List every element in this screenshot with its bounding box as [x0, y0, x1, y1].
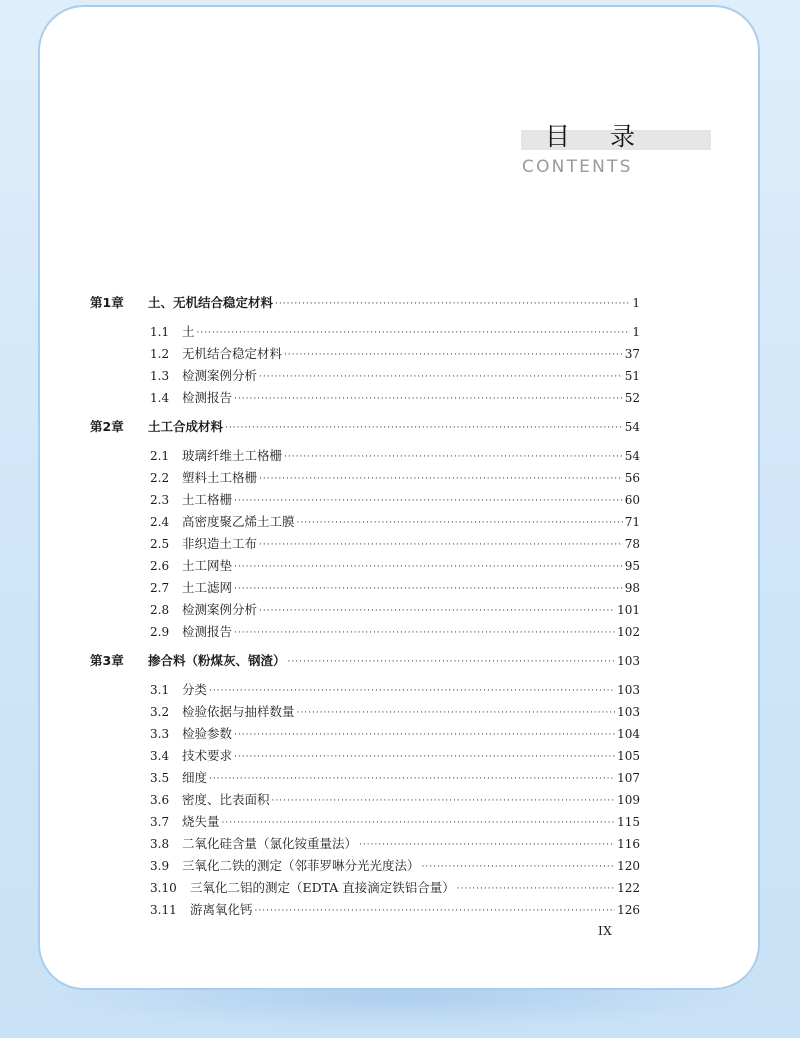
toc-page-number: 37	[624, 347, 640, 361]
toc-page-number: 60	[624, 493, 640, 507]
dot-leader	[359, 834, 615, 856]
section-title: 高密度聚乙烯土工膜	[182, 514, 295, 529]
dot-leader	[197, 322, 631, 344]
chapter-title: 土、无机结合稳定材料	[148, 295, 274, 310]
dot-leader	[272, 790, 616, 812]
toc-chapter-row[interactable]	[90, 650, 640, 672]
section-title: 分类	[182, 682, 208, 697]
section-number: 3.8	[150, 837, 170, 851]
chapter-title: 土工合成材料	[148, 419, 224, 434]
toc-section-row[interactable]	[90, 855, 640, 877]
chapter-title: 掺合料（粉煤灰、钢渣）	[148, 653, 286, 668]
toc-page-number: 103	[617, 654, 640, 668]
chapter-number: 第1章	[90, 295, 124, 310]
section-number: 2.3	[150, 493, 170, 507]
toc-page-number: 116	[617, 837, 640, 851]
toc-page-number: 1	[632, 325, 640, 339]
dot-leader	[209, 680, 615, 702]
section-title: 检验参数	[182, 726, 233, 741]
section-title: 游离氧化钙	[190, 902, 253, 917]
section-title: 密度、比表面积	[182, 792, 270, 807]
toc-page-number: 56	[624, 471, 640, 485]
table-of-contents	[90, 292, 640, 921]
section-number: 3.4	[150, 749, 170, 763]
section-number: 3.2	[150, 705, 170, 719]
section-title: 土工网垫	[182, 558, 233, 573]
toc-page-number: 71	[624, 515, 640, 529]
section-number: 3.11	[150, 903, 177, 917]
section-title: 三氧化二铝的测定（EDTA 直接滴定铁铝合量）	[190, 880, 455, 895]
toc-chapter-row[interactable]	[90, 416, 640, 438]
section-number: 2.2	[150, 471, 170, 485]
section-title: 技术要求	[182, 748, 233, 763]
dot-leader	[284, 344, 623, 366]
dot-leader	[209, 768, 615, 790]
section-number: 3.10	[150, 881, 177, 895]
section-title: 检测报告	[182, 390, 233, 405]
toc-section-row[interactable]	[90, 599, 640, 621]
dot-leader	[234, 622, 615, 644]
section-title: 非织造土工布	[182, 536, 258, 551]
toc-section-row[interactable]	[90, 723, 640, 745]
dot-leader	[259, 600, 615, 622]
chapter-number: 第3章	[90, 653, 124, 668]
dot-leader	[255, 900, 616, 922]
section-number: 1.2	[150, 347, 170, 361]
toc-page-number: 102	[617, 625, 640, 639]
dot-leader	[297, 702, 616, 724]
toc-section-row[interactable]	[90, 445, 640, 467]
toc-page-number: 103	[617, 705, 640, 719]
toc-section-row[interactable]	[90, 467, 640, 489]
dot-leader	[234, 388, 623, 410]
toc-page-number: 107	[617, 771, 640, 785]
toc-section-row[interactable]	[90, 899, 640, 921]
toc-section-row[interactable]	[90, 767, 640, 789]
toc-page-number: 122	[617, 881, 640, 895]
toc-section-row[interactable]	[90, 811, 640, 833]
toc-section-row[interactable]	[90, 365, 640, 387]
toc-page-number: 109	[617, 793, 640, 807]
toc-page-number: 54	[624, 420, 640, 434]
toc-section-row[interactable]	[90, 343, 640, 365]
section-number: 1.3	[150, 369, 170, 383]
toc-section-row[interactable]	[90, 533, 640, 555]
toc-page-number: 78	[624, 537, 640, 551]
section-number: 2.6	[150, 559, 170, 573]
dot-leader	[259, 534, 623, 556]
toc-page-number: 1	[632, 296, 640, 310]
section-title: 土	[182, 324, 195, 339]
toc-chapter-row[interactable]	[90, 292, 640, 314]
toc-section-row[interactable]	[90, 555, 640, 577]
section-number: 1.1	[150, 325, 170, 339]
toc-section-row[interactable]	[90, 789, 640, 811]
section-number: 2.9	[150, 625, 170, 639]
dot-leader	[234, 578, 623, 600]
chapter-number: 第2章	[90, 419, 124, 434]
toc-section-row[interactable]	[90, 833, 640, 855]
toc-section-row[interactable]	[90, 321, 640, 343]
dot-leader	[288, 651, 616, 673]
section-title: 塑料土工格栅	[182, 470, 258, 485]
toc-page-number: 98	[624, 581, 640, 595]
section-title: 二氧化硅含量（氯化铵重量法）	[182, 836, 358, 851]
section-number: 1.4	[150, 391, 170, 405]
dot-leader	[284, 446, 623, 468]
dot-leader	[259, 468, 623, 490]
toc-page-number: 51	[624, 369, 640, 383]
section-title: 细度	[182, 770, 208, 785]
dot-leader	[457, 878, 615, 900]
toc-page-number: 120	[617, 859, 640, 873]
section-number: 2.7	[150, 581, 170, 595]
section-number: 3.1	[150, 683, 170, 697]
section-number: 2.5	[150, 537, 170, 551]
dot-leader	[234, 556, 623, 578]
dot-leader	[297, 512, 623, 534]
section-number: 2.4	[150, 515, 170, 529]
section-title: 土工滤网	[182, 580, 233, 595]
toc-page-number: 101	[617, 603, 640, 617]
toc-section-row[interactable]	[90, 489, 640, 511]
section-title: 无机结合稳定材料	[182, 346, 283, 361]
toc-section-row[interactable]	[90, 387, 640, 409]
toc-page-number: 54	[624, 449, 640, 463]
section-number: 2.1	[150, 449, 170, 463]
toc-section-row[interactable]	[90, 745, 640, 767]
page-title: 目录	[545, 122, 676, 151]
dot-leader	[222, 812, 616, 834]
toc-page-number: 105	[617, 749, 640, 763]
dot-leader	[422, 856, 616, 878]
section-title: 检验依据与抽样数量	[182, 704, 295, 719]
toc-section-row[interactable]	[90, 511, 640, 533]
section-title: 玻璃纤维土工格栅	[182, 448, 283, 463]
section-title: 三氧化二铁的测定（邻菲罗啉分光光度法）	[182, 858, 420, 873]
toc-page-number: 115	[617, 815, 640, 829]
section-number: 3.7	[150, 815, 170, 829]
toc-page-number: 126	[617, 903, 640, 917]
section-title: 烧失量	[182, 814, 220, 829]
dot-leader	[225, 417, 623, 439]
toc-section-row[interactable]	[90, 877, 640, 899]
dot-leader	[259, 366, 623, 388]
toc-section-row[interactable]	[90, 621, 640, 643]
section-title: 土工格栅	[182, 492, 233, 507]
toc-page-number: 104	[617, 727, 640, 741]
toc-section-row[interactable]	[90, 701, 640, 723]
section-number: 3.9	[150, 859, 170, 873]
page-number: IX	[598, 924, 613, 938]
toc-page-number: 103	[617, 683, 640, 697]
section-number: 3.3	[150, 727, 170, 741]
section-number: 2.8	[150, 603, 170, 617]
dot-leader	[234, 746, 615, 768]
section-number: 3.6	[150, 793, 170, 807]
section-number: 3.5	[150, 771, 170, 785]
section-title: 检测案例分析	[182, 368, 258, 383]
page-subtitle: CONTENTS	[522, 157, 633, 177]
toc-section-row[interactable]	[90, 577, 640, 599]
dot-leader	[234, 490, 623, 512]
toc-section-row[interactable]	[90, 679, 640, 701]
section-title: 检测案例分析	[182, 602, 258, 617]
section-title: 检测报告	[182, 624, 233, 639]
toc-page-number: 95	[624, 559, 640, 573]
toc-page-number: 52	[624, 391, 640, 405]
dot-leader	[234, 724, 615, 746]
dot-leader	[275, 293, 630, 315]
